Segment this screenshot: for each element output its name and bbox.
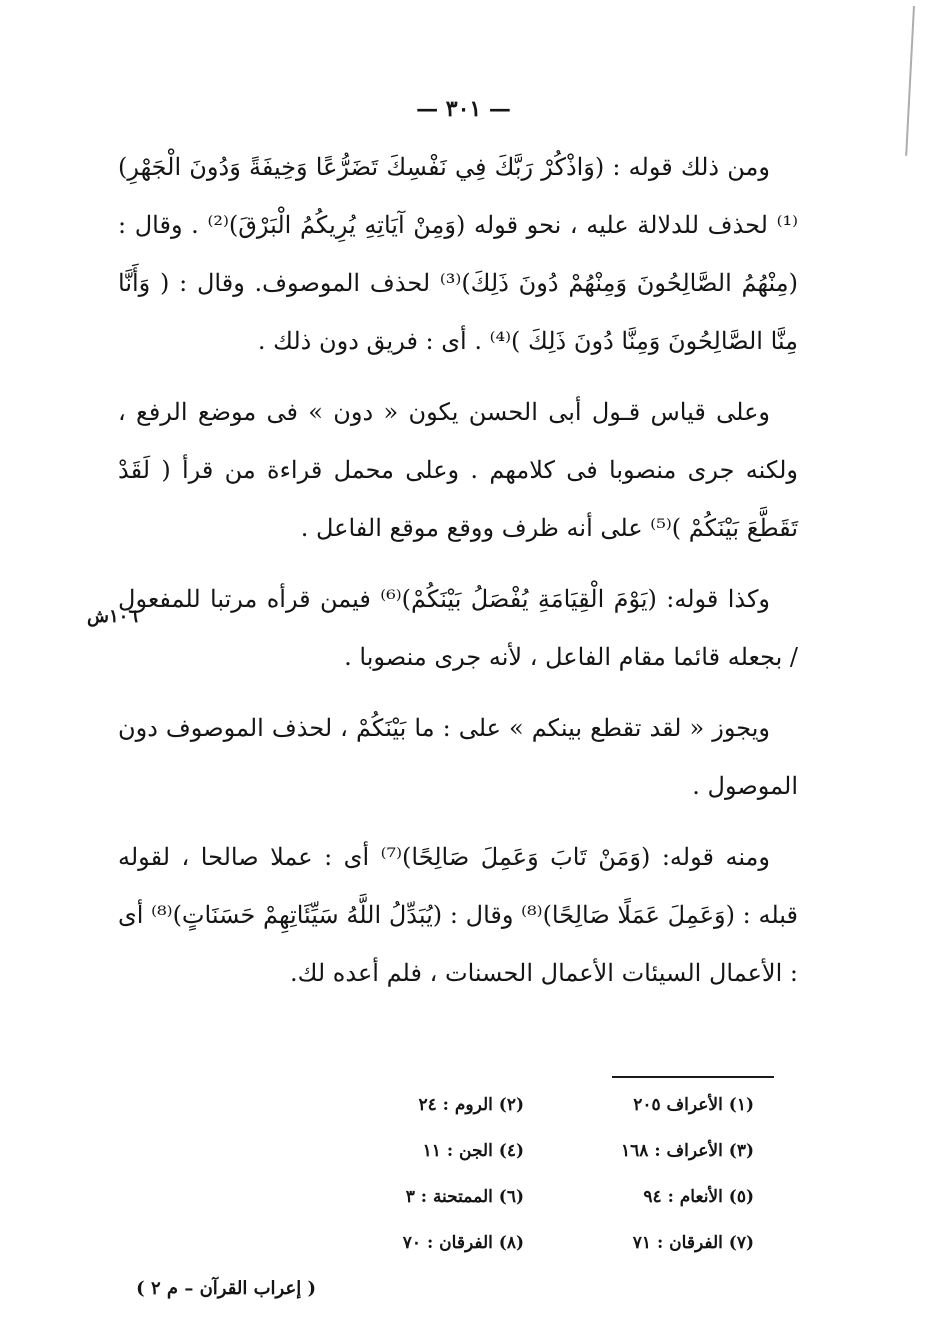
footnote-4: (٤) الجن : ١١ [422,1141,524,1161]
footnote-divider [612,1076,774,1078]
main-text-body [118,138,798,1015]
page-number: — ٣٠١ — [416,96,511,122]
margin-note: ١٠٦ش [87,606,138,627]
footnote-8: (٨) الفرقان : ٧٠ [402,1233,524,1253]
paragraph-5: ومنه قوله: (وَمَنْ تَابَ وَعَمِلَ صَالِحًا)⁽⁷⁾ أى : عملا صالحا ، لقوله قبله : (وَعَمِلَ عَمَلًا صَالِحًا)⁽⁸⁾ وقال : (يُبَدِّلُ اللَّهُ سَيِّئَاتِهِمْ حَسَنَاتٍ)⁽⁸⁾ أى : الأعمال السيئات الأعمال الحسنات ، فلم أعده لك. [118,843,798,987]
footnote-5: (٥) الأنعام : ٩٤ [643,1187,754,1207]
footnote-3: (٣) الأعراف : ١٦٨ [621,1141,754,1161]
page-edge-line [905,6,915,156]
paragraph-3: وكذا قوله: (يَوْمَ الْقِيَامَةِ يُفْصَلُ بَيْنَكُمْ)⁽⁶⁾ فيمن قرأه مرتبا للمفعول / بجعله قائما مقام الفاعل ، لأنه جرى منصوبا . [118,585,798,671]
footnote-2: (٢) الروم : ٢٤ [418,1095,524,1115]
footnote-7: (٧) الفرقان : ٧١ [632,1233,754,1253]
paragraph-4: ويجوز « لقد تقطع بينكم » على : ما بَيْنَكُمْ ، لحذف الموصوف دون الموصول . [118,714,798,800]
paragraph-1: ومن ذلك قوله : (وَاذْكُرْ رَبَّكَ فِي نَفْسِكَ تَضَرُّعًا وَخِيفَةً وَدُونَ الْجَهْرِ)⁽¹⁾ لحذف للدلالة عليه ، نحو قوله (وَمِنْ آيَاتِهِ يُرِيكُمُ الْبَرْقَ)⁽²⁾ . وقال : (مِنْهُمُ الصَّالِحُونَ وَمِنْهُمْ دُونَ ذَلِكَ)⁽³⁾ لحذف الموصوف. وقال : ( وَأَنَّا مِنَّا الصَّالِحُونَ وَمِنَّا دُونَ ذَلِكَ )⁽⁴⁾ . أى : فريق دون ذلك . [118,153,799,355]
footnotes [300,1092,760,1256]
book-signature: ( إعراب القرآن – م ٢ ) [136,1278,316,1299]
footnote-1: (١) الأعراف ٢٠٥ [633,1095,754,1115]
footnote-6: (٦) الممتحنة : ٣ [405,1187,524,1207]
paragraph-2: وعلى قياس قـول أبى الحسن يكون « دون » فى موضع الرفع ، ولكنه جرى منصوبا فى كلامهم . وعلى محمل قراءة من قرأ ( لَقَدْ تَقَطَّعَ بَيْنَكُمْ )⁽⁵⁾ على أنه ظرف ووقع موقع الفاعل . [118,398,798,542]
